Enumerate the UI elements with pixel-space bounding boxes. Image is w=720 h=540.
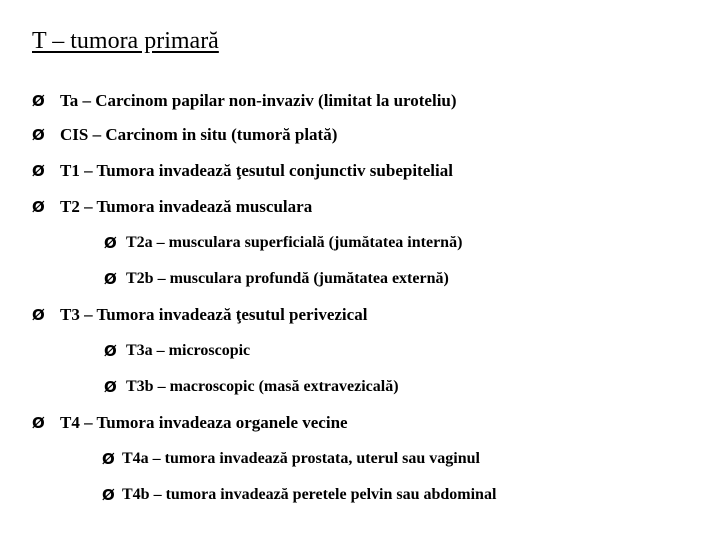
arrow-bullet-icon: Ø [32,414,45,432]
list-subitem-t4a [102,448,480,470]
stage-label: T2a [126,234,153,251]
arrow-bullet-icon: Ø [102,450,115,468]
list-item-t4 [32,412,348,434]
arrow-bullet-icon: Ø [32,126,45,144]
slide-title: T – tumora primară [32,28,219,54]
list-item-text: T1 – Tumora invadează ţesutul conjunctiv subepitelial [60,161,453,180]
list-item-t1 [32,160,453,182]
list-item-text: – musculara profundă (jumătatea externă) [157,270,449,287]
arrow-bullet-icon: Ø [32,198,45,216]
arrow-bullet-icon: Ø [104,234,117,252]
list-subitem-t3a [104,340,250,362]
arrow-bullet-icon: Ø [104,270,117,288]
arrow-bullet-icon: Ø [32,92,45,110]
list-item-ta [32,90,457,112]
list-item-text: T4 – Tumora invadeaza organele vecine [60,413,348,432]
list-item-text: CIS – Carcinom in situ (tumoră plată) [60,125,338,144]
list-item-t2 [32,196,312,218]
list-item-text: – microscopic [156,342,251,359]
stage-label: T3b [126,378,154,395]
list-subitem-t3b [104,376,399,398]
stage-label: T2b [126,270,154,287]
list-item-t3 [32,304,367,326]
arrow-bullet-icon: Ø [102,486,115,504]
stage-label: T4b [122,486,150,503]
list-item-text: – tumora invadează peretele pelvin sau abdominal [153,486,497,503]
list-subitem-t2b [104,268,449,290]
list-item-text: – musculara superficială (jumătatea internă) [156,234,463,251]
list-item-text: – macroscopic (masă extravezicală) [157,378,399,395]
list-subitem-t4b [102,484,496,506]
arrow-bullet-icon: Ø [32,162,45,180]
arrow-bullet-icon: Ø [104,342,117,360]
arrow-bullet-icon: Ø [104,378,117,396]
list-item-cis [32,124,337,146]
list-item-text: T3 – Tumora invadează ţesutul perivezical [60,305,368,324]
list-item-text: – tumora invadează prostata, uterul sau vaginul [152,450,480,467]
arrow-bullet-icon: Ø [32,306,45,324]
list-item-text: T2 – Tumora invadează musculara [60,197,313,216]
list-item-text: Ta – Carcinom papilar non-invaziv (limitat la uroteliu) [60,91,457,110]
stage-label: T3a [126,342,153,359]
list-subitem-t2a [104,232,462,254]
stage-label: T4a [122,450,149,467]
